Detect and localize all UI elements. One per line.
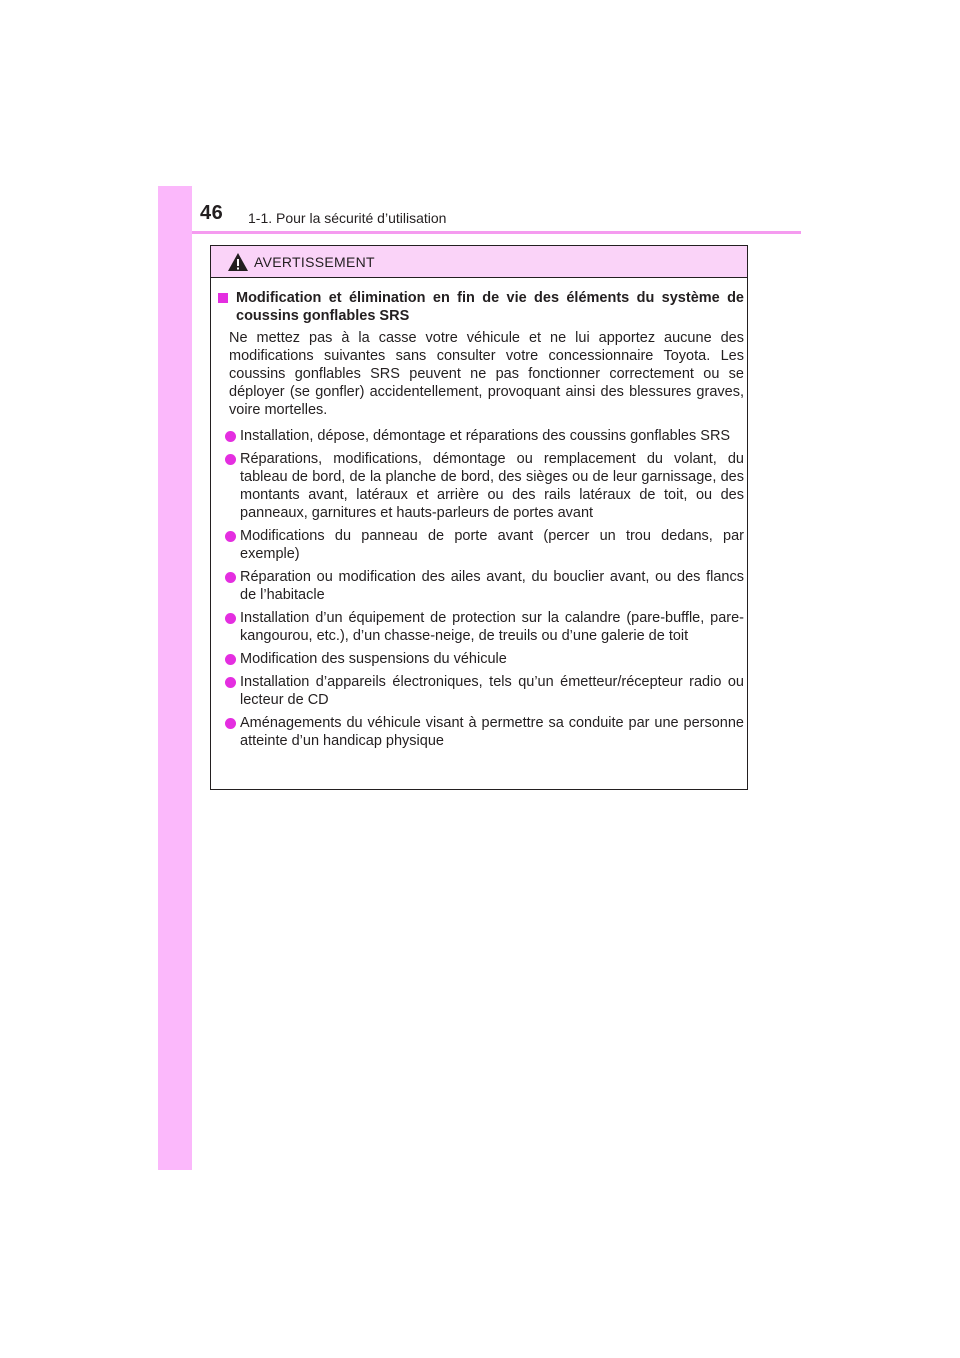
bullet-list — [225, 427, 744, 750]
list-item-text: Aménagements du véhicule visant à permettre sa conduite par une personne atteinte d’un handicap physique — [240, 715, 744, 749]
list-item-text: Installation d’un équipement de protection sur la calandre (pare-buffle, pare-kangourou, etc.), d’un chasse-neige, de treuils ou d’une galerie de toit — [240, 610, 744, 644]
list-item-text: Modifications du panneau de porte avant (percer un trou dedans, par exemple) — [240, 528, 744, 562]
bullet-dot-icon — [225, 613, 236, 624]
page-number: 46 — [200, 202, 224, 224]
list-item-text: Réparations, modifications, démontage ou remplacement du volant, du tableau de bord, de la planche de bord, des sièges ou de leur garnissage, des montants avant, latéraux et arrière ou des rails latéraux de toit, ou des panneaux, garnitures et hauts-parleurs de portes avant — [240, 451, 744, 521]
bullet-dot-icon — [225, 572, 236, 583]
list-item-text: Modification des suspensions du véhicule — [240, 651, 507, 667]
sub-heading-text: Modification et élimination en fin de vie des éléments du système de coussins gonflables SRS — [236, 290, 744, 324]
sub-heading — [218, 289, 744, 325]
section-title: 1-1. Pour la sécurité d’utilisation — [248, 210, 447, 226]
warning-header — [211, 246, 747, 278]
bullet-dot-icon — [225, 431, 236, 442]
intro-paragraph: Ne mettez pas à la casse votre véhicule et ne lui apportez aucune des modifications suivantes sans consulter votre concessionnaire Toyota. Les coussins gonflables SRS peuvent ne pas fonctionner correctement ou se déployer (se gonfler) accidentellement, provoquant ainsi des blessures graves, voire mortelles. — [229, 330, 744, 418]
list-item — [225, 673, 744, 709]
list-item — [225, 609, 744, 645]
warning-title: AVERTISSEMENT — [254, 254, 375, 270]
list-item — [225, 650, 744, 668]
list-item-text: Installation, dépose, démontage et réparations des coussins gonflables SRS — [240, 428, 731, 444]
warning-triangle-icon — [227, 252, 249, 272]
list-item — [225, 527, 744, 563]
warning-box — [210, 245, 748, 790]
list-item — [225, 714, 744, 750]
bullet-dot-icon — [225, 677, 236, 688]
list-item-text: Réparation ou modification des ailes avant, du bouclier avant, ou des flancs de l’habitacle — [240, 569, 744, 603]
bullet-dot-icon — [225, 454, 236, 465]
list-item — [225, 568, 744, 604]
side-color-band — [158, 186, 192, 1170]
list-item-text: Installation d’appareils électroniques, tels qu’un émetteur/récepteur radio ou lecteur de CD — [240, 674, 744, 708]
bullet-dot-icon — [225, 654, 236, 665]
bullet-dot-icon — [225, 718, 236, 729]
header-rule — [192, 231, 801, 234]
bullet-dot-icon — [225, 531, 236, 542]
square-bullet-icon — [218, 293, 228, 303]
list-item — [225, 427, 744, 445]
list-item — [225, 450, 744, 522]
warning-body — [218, 289, 744, 755]
